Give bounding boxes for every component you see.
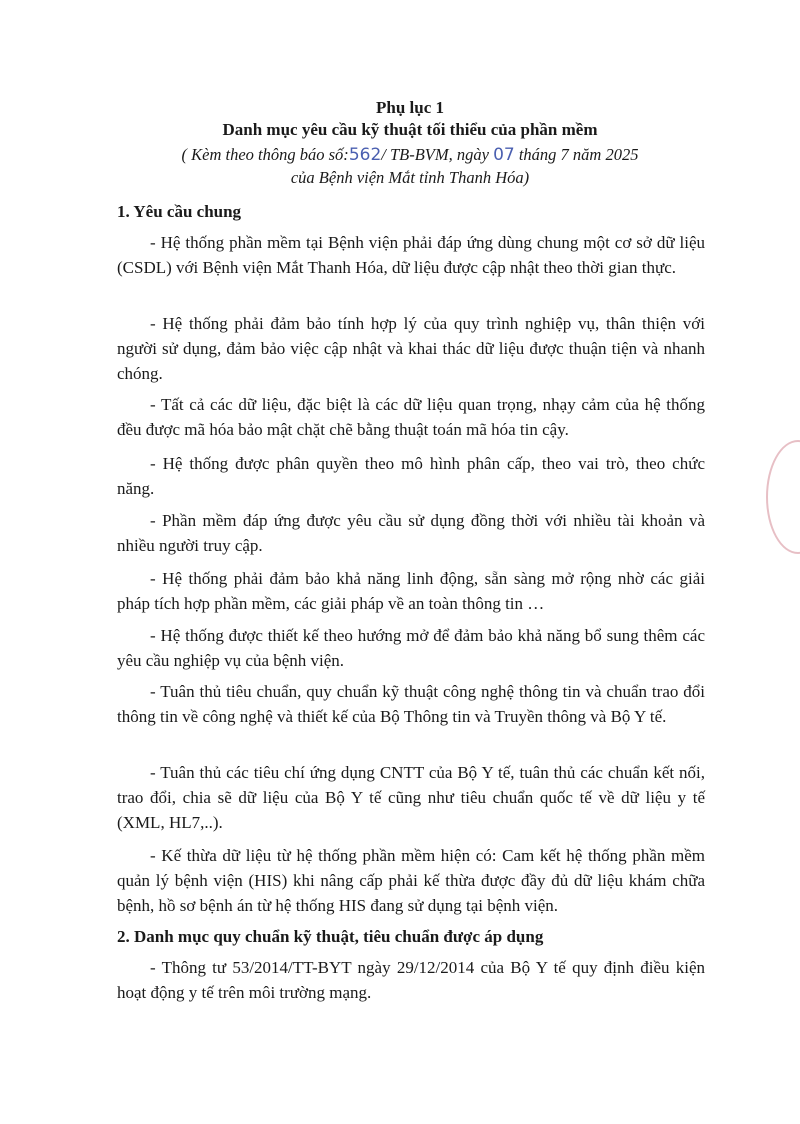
note-text-c: tháng 7 năm 2025 [518,145,639,164]
paragraph-8: - Tuân thủ tiêu chuẩn, quy chuẩn kỹ thuật công nghệ thông tin và chuẩn trao đổi thông tin về công nghệ và thiết kế của Bộ Thông tin và Truyền thông và Bộ Y tế. [117,682,705,726]
section-2-heading: 2. Danh mục quy chuẩn kỹ thuật, tiêu chuẩn được áp dụng [117,927,544,946]
paragraph-10: - Kế thừa dữ liệu từ hệ thống phần mềm hiện có: Cam kết hệ thống phần mềm quản lý bệnh viện (HIS) khi nâng cấp phải kế thừa được đầy đủ dữ liệu khám chữa bệnh, hồ sơ bệnh án từ hệ thống HIS đang sử dụng tại bệnh viện. [117,846,705,915]
paragraph-1: - Hệ thống phần mềm tại Bệnh viện phải đáp ứng dùng chung một cơ sở dữ liệu (CSDL) với Bệnh viện Mắt Thanh Hóa, dữ liệu được cập nhật theo thời gian thực. [117,233,705,277]
appendix-title: Phụ lục 1 [375,98,445,117]
paragraph-5: - Phần mềm đáp ứng được yêu cầu sử dụng đồng thời với nhiều tài khoản và nhiều người truy cập. [117,511,705,555]
paragraph-7: - Hệ thống được thiết kế theo hướng mở để đảm bảo khả năng bổ sung thêm các yêu cầu nghiệp vụ của bệnh viện. [117,626,705,670]
note-text-a: ( Kèm theo thông báo số: [181,145,349,164]
paragraph-3: - Tất cả các dữ liệu, đặc biệt là các dữ liệu quan trọng, nhạy cảm của hệ thống đều được mã hóa bảo mật chặt chẽ bằng thuật toán mã hóa tin cậy. [117,395,705,439]
paragraph-4: - Hệ thống được phân quyền theo mô hình phân cấp, theo vai trò, theo chức năng. [117,454,705,498]
handwritten-day: 07 [493,145,515,165]
note-text-b: / TB-BVM, ngày [381,145,489,164]
section-1-heading: 1. Yêu cầu chung [117,202,242,221]
attachment-note-line1 [110,145,710,165]
handwritten-number: 562 [348,145,382,165]
attachment-note-line2: của Bệnh viện Mắt tỉnh Thanh Hóa) [290,168,530,187]
red-stamp-edge [766,440,800,554]
document-subtitle: Danh mục yêu cầu kỹ thuật tối thiểu của phần mềm [222,120,598,139]
paragraph-9: - Tuân thủ các tiêu chí ứng dụng CNTT của Bộ Y tế, tuân thủ các chuẩn kết nối, trao đổi, chia sẽ dữ liệu của Bộ Y tế cũng như tiêu chuẩn quốc tế về dữ liệu y tế (XML, HL7,..). [117,763,705,832]
paragraph-6: - Hệ thống phải đảm bảo khả năng linh động, sẵn sàng mở rộng nhờ các giải pháp tích hợp phần mềm, các giải pháp về an toàn thông tin … [117,569,705,613]
paragraph-11: - Thông tư 53/2014/TT-BYT ngày 29/12/2014 của Bộ Y tế quy định điều kiện hoạt động y tế trên môi trường mạng. [117,958,705,1002]
paragraph-2: - Hệ thống phải đảm bảo tính hợp lý của quy trình nghiệp vụ, thân thiện với người sử dụng, đảm bảo việc cập nhật và khai thác dữ liệu được thuận tiện và nhanh chóng. [117,314,705,383]
